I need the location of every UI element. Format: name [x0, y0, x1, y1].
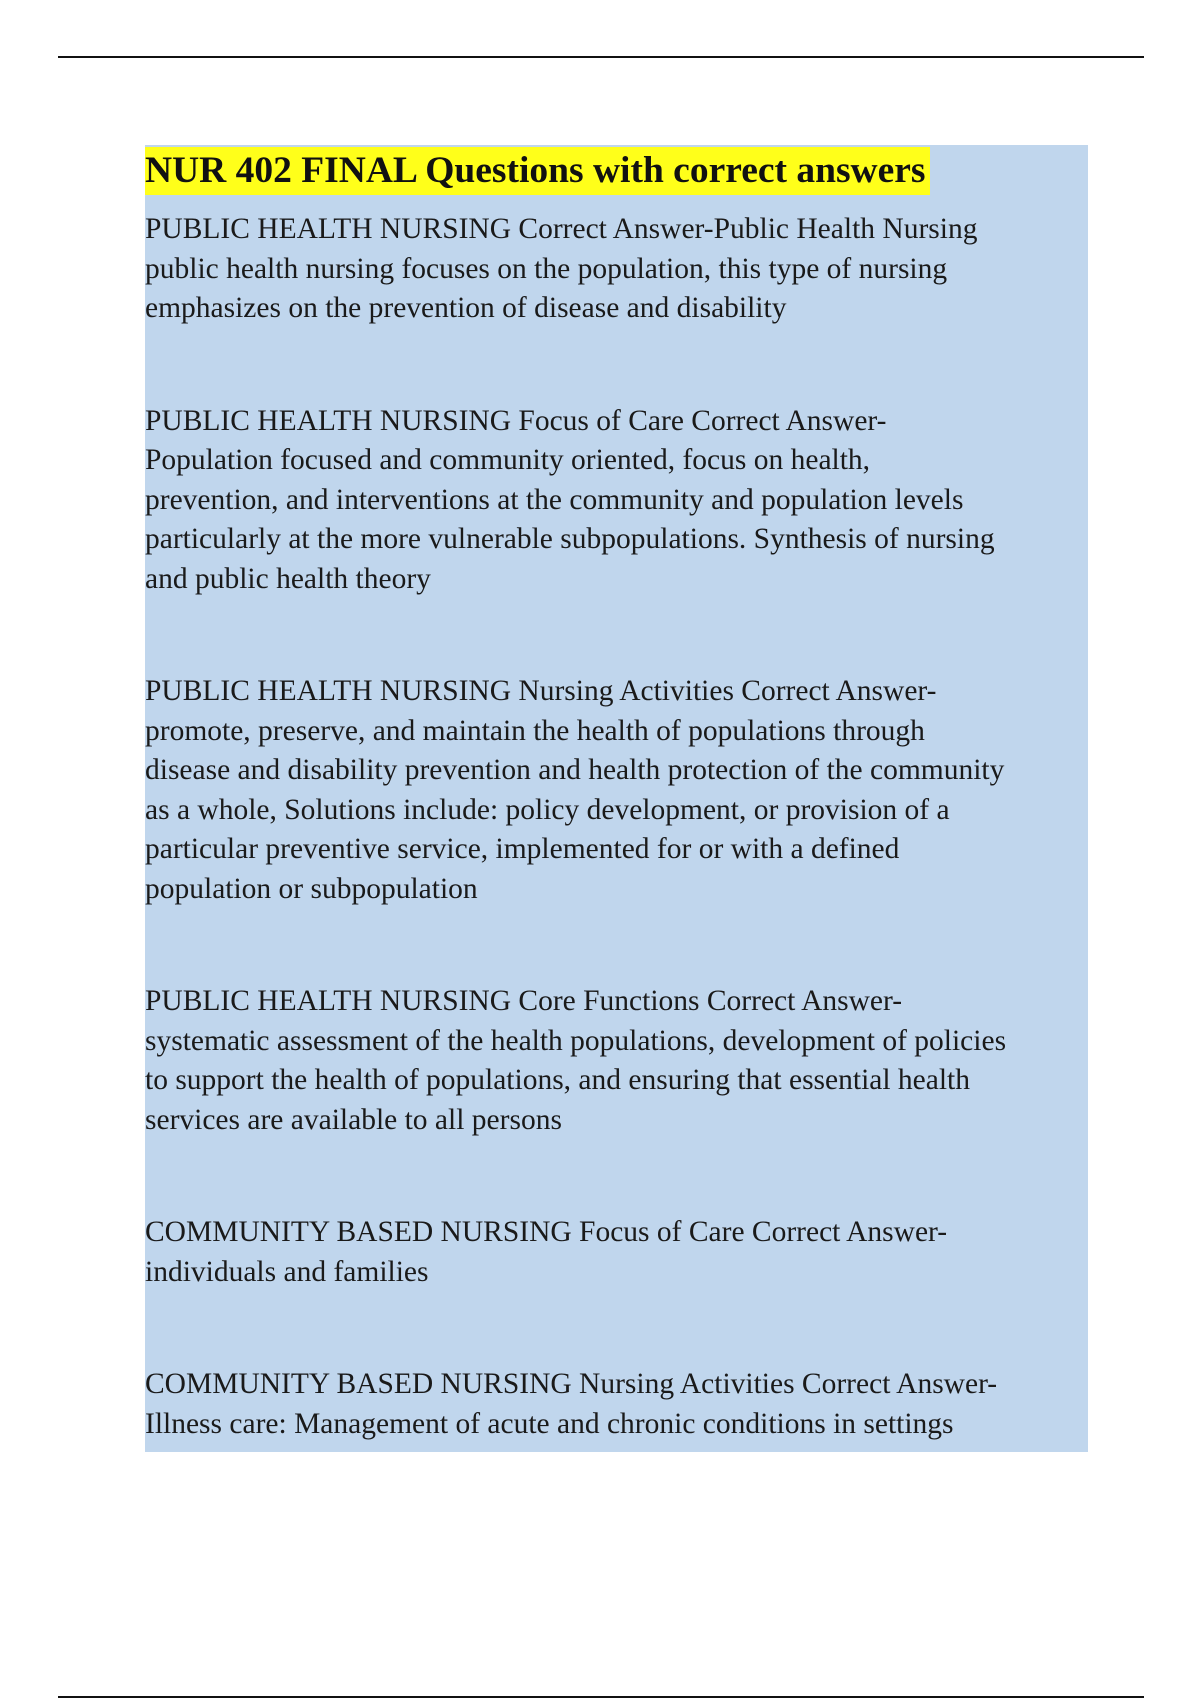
qa-entry-phn-nursing-activities: PUBLIC HEALTH NURSING Nursing Activities Correct Answer- promote, preserve, and maintain the health of populations through disease and disability prevention and health protection of the community as a whole, Solutions include: policy development, or provision of a particular preventive service, implemented for or with a defined population or subpopulation: [145, 675, 1005, 905]
document-title: NUR 402 FINAL Questions with correct answers: [145, 147, 930, 195]
qa-entry-phn-focus-of-care: PUBLIC HEALTH NURSING Focus of Care Correct Answer- Population focused and community oriented, focus on health, prevention, and interventions at the community and population levels particularly at the more vulnerable subpopulations. Synthesis of nursing and public health theory: [145, 404, 995, 595]
qa-entry-public-health-nursing: PUBLIC HEALTH NURSING Correct Answer-Public Health Nursing public health nursing focuses on the population, this type of nursing emphasizes on the prevention of disease and disability: [145, 213, 978, 324]
highlighted-text-block: [145, 145, 1088, 1452]
title-row: [145, 145, 1088, 195]
qa-entry-cbn-focus-of-care: COMMUNITY BASED NURSING Focus of Care Correct Answer- individuals and families: [145, 1216, 948, 1288]
header-rule: [58, 56, 1144, 58]
qa-entry-phn-core-functions: PUBLIC HEALTH NURSING Core Functions Correct Answer- systematic assessment of the health populations, development of policies to support the health of populations, and ensuring that essential health services are available to all persons: [145, 985, 1007, 1136]
footer-rule: [58, 1696, 1144, 1698]
qa-entry-cbn-nursing-activities: COMMUNITY BASED NURSING Nursing Activities Correct Answer- Illness care: Management of acute and chronic conditions in settings: [145, 1368, 998, 1440]
